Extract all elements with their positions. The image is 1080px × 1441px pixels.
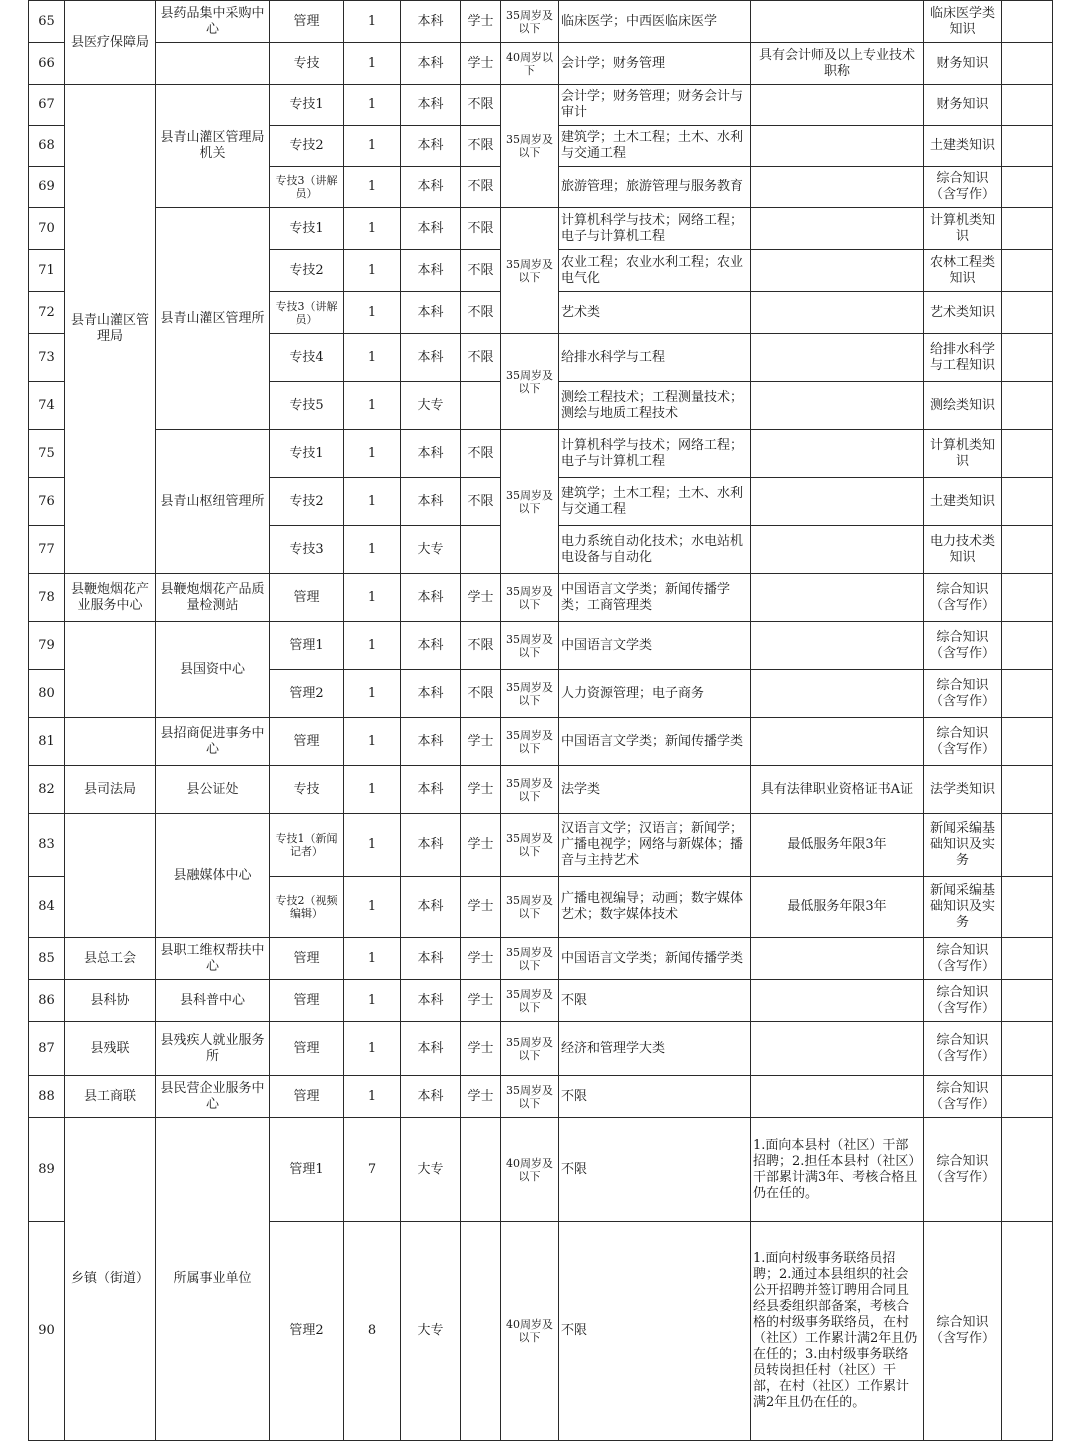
major-cell: 中国语言文学类；新闻传播学类 [559, 938, 751, 980]
count-cell: 1 [344, 334, 401, 382]
unit-cell [156, 43, 270, 85]
post-cell: 专技2（视频编辑） [270, 877, 344, 938]
count-cell: 1 [344, 670, 401, 718]
table-row [29, 574, 1053, 622]
unit-cell: 县鞭炮烟花产品质量检测站 [156, 574, 270, 622]
education-cell: 大专 [401, 382, 461, 430]
major-cell: 临床医学；中西医临床医学 [559, 1, 751, 43]
major-cell: 中国语言文学类 [559, 622, 751, 670]
department-cell [65, 622, 156, 718]
remark-cell [1002, 766, 1053, 814]
remark-cell [1002, 250, 1053, 292]
major-cell: 中国语言文学类；新闻传播学类；工商管理类 [559, 574, 751, 622]
row-number: 71 [29, 250, 65, 292]
other-requirement-cell: 最低服务年限3年 [751, 814, 924, 877]
education-cell: 本科 [401, 43, 461, 85]
exam-subject-cell: 综合知识（含写作） [924, 938, 1002, 980]
count-cell: 8 [344, 1222, 401, 1441]
exam-subject-cell: 土建类知识 [924, 126, 1002, 167]
count-cell: 1 [344, 1022, 401, 1076]
remark-cell [1002, 43, 1053, 85]
remark-cell [1002, 382, 1053, 430]
count-cell: 1 [344, 938, 401, 980]
major-cell: 计算机科学与技术；网络工程；电子与计算机工程 [559, 430, 751, 478]
other-requirement-cell [751, 382, 924, 430]
row-number: 85 [29, 938, 65, 980]
post-cell: 专技1 [270, 208, 344, 250]
row-number: 83 [29, 814, 65, 877]
table-row [29, 43, 1053, 85]
table-row [29, 1, 1053, 43]
exam-subject-cell: 法学类知识 [924, 766, 1002, 814]
department-cell: 县司法局 [65, 766, 156, 814]
other-requirement-cell [751, 430, 924, 478]
count-cell: 1 [344, 574, 401, 622]
major-cell: 中国语言文学类；新闻传播学类 [559, 718, 751, 766]
exam-subject-cell: 新闻采编基础知识及实务 [924, 877, 1002, 938]
remark-cell [1002, 938, 1053, 980]
remark-cell [1002, 718, 1053, 766]
major-cell: 农业工程；农业水利工程；农业电气化 [559, 250, 751, 292]
age-cell: 35周岁及以下 [501, 1, 559, 43]
major-cell: 会计学；财务管理 [559, 43, 751, 85]
post-cell: 管理 [270, 574, 344, 622]
other-requirement-cell [751, 526, 924, 574]
other-requirement-cell: 1.面向本县村（社区）干部招聘；2.担任本县村（社区）干部累计满3年、考核合格且仍在任的。 [751, 1118, 924, 1222]
other-requirement-cell: 具有会计师及以上专业技术职称 [751, 43, 924, 85]
table-row [29, 85, 1053, 126]
degree-cell [461, 382, 501, 430]
post-cell: 专技1（新闻记者） [270, 814, 344, 877]
row-number: 68 [29, 126, 65, 167]
count-cell: 1 [344, 1076, 401, 1118]
table-row [29, 1076, 1053, 1118]
education-cell: 本科 [401, 85, 461, 126]
table-row [29, 766, 1053, 814]
other-requirement-cell [751, 574, 924, 622]
education-cell: 本科 [401, 292, 461, 334]
remark-cell [1002, 1022, 1053, 1076]
remark-cell [1002, 526, 1053, 574]
major-cell: 不限 [559, 1118, 751, 1222]
degree-cell: 学士 [461, 574, 501, 622]
education-cell: 本科 [401, 938, 461, 980]
count-cell: 1 [344, 43, 401, 85]
count-cell: 1 [344, 980, 401, 1022]
unit-cell: 县招商促进事务中心 [156, 718, 270, 766]
count-cell: 1 [344, 382, 401, 430]
post-cell: 管理2 [270, 670, 344, 718]
exam-subject-cell: 测绘类知识 [924, 382, 1002, 430]
major-cell: 电力系统自动化技术；水电站机电设备与自动化 [559, 526, 751, 574]
major-cell: 给排水科学与工程 [559, 334, 751, 382]
exam-subject-cell: 计算机类知识 [924, 430, 1002, 478]
count-cell: 1 [344, 622, 401, 670]
department-cell [65, 718, 156, 766]
post-cell: 专技2 [270, 126, 344, 167]
other-requirement-cell [751, 292, 924, 334]
table-row [29, 208, 1053, 250]
age-cell: 40周岁以下 [501, 43, 559, 85]
exam-subject-cell: 财务知识 [924, 85, 1002, 126]
other-requirement-cell [751, 478, 924, 526]
row-number: 77 [29, 526, 65, 574]
unit-cell: 县青山枢纽管理所 [156, 430, 270, 574]
education-cell: 本科 [401, 208, 461, 250]
remark-cell [1002, 167, 1053, 208]
age-cell: 35周岁及以下 [501, 430, 559, 574]
degree-cell: 不限 [461, 126, 501, 167]
major-cell: 会计学；财务管理；财务会计与审计 [559, 85, 751, 126]
count-cell: 1 [344, 250, 401, 292]
other-requirement-cell: 最低服务年限3年 [751, 877, 924, 938]
row-number: 72 [29, 292, 65, 334]
remark-cell [1002, 877, 1053, 938]
department-cell: 县鞭炮烟花产业服务中心 [65, 574, 156, 622]
education-cell: 本科 [401, 250, 461, 292]
major-cell: 人力资源管理；电子商务 [559, 670, 751, 718]
age-cell: 40周岁及以下 [501, 1118, 559, 1222]
other-requirement-cell [751, 1, 924, 43]
row-number: 70 [29, 208, 65, 250]
post-cell: 专技4 [270, 334, 344, 382]
education-cell: 大专 [401, 1222, 461, 1441]
other-requirement-cell [751, 1076, 924, 1118]
major-cell: 旅游管理；旅游管理与服务教育 [559, 167, 751, 208]
count-cell: 1 [344, 1, 401, 43]
education-cell: 本科 [401, 126, 461, 167]
age-cell: 35周岁及以下 [501, 766, 559, 814]
exam-subject-cell: 财务知识 [924, 43, 1002, 85]
row-number: 86 [29, 980, 65, 1022]
remark-cell [1002, 574, 1053, 622]
degree-cell [461, 526, 501, 574]
exam-subject-cell: 综合知识（含写作） [924, 1222, 1002, 1441]
age-cell: 35周岁及以下 [501, 670, 559, 718]
post-cell: 专技2 [270, 478, 344, 526]
degree-cell: 学士 [461, 1076, 501, 1118]
exam-subject-cell: 综合知识（含写作） [924, 718, 1002, 766]
degree-cell: 学士 [461, 980, 501, 1022]
department-cell: 县工商联 [65, 1076, 156, 1118]
unit-cell: 县公证处 [156, 766, 270, 814]
unit-cell: 县药品集中采购中心 [156, 1, 270, 43]
education-cell: 本科 [401, 1076, 461, 1118]
row-number: 65 [29, 1, 65, 43]
other-requirement-cell [751, 622, 924, 670]
exam-subject-cell: 综合知识（含写作） [924, 574, 1002, 622]
department-cell: 乡镇（街道） [65, 1118, 156, 1441]
post-cell: 专技1 [270, 430, 344, 478]
degree-cell: 学士 [461, 1, 501, 43]
education-cell: 本科 [401, 1022, 461, 1076]
post-cell: 管理 [270, 1076, 344, 1118]
row-number: 84 [29, 877, 65, 938]
department-cell: 县青山灌区管理局 [65, 85, 156, 574]
exam-subject-cell: 综合知识（含写作） [924, 622, 1002, 670]
degree-cell: 学士 [461, 718, 501, 766]
row-number: 89 [29, 1118, 65, 1222]
unit-cell: 县国资中心 [156, 622, 270, 718]
count-cell: 1 [344, 292, 401, 334]
table-row [29, 718, 1053, 766]
post-cell: 管理 [270, 938, 344, 980]
exam-subject-cell: 综合知识（含写作） [924, 670, 1002, 718]
post-cell: 专技5 [270, 382, 344, 430]
count-cell: 1 [344, 208, 401, 250]
degree-cell: 不限 [461, 622, 501, 670]
row-number: 78 [29, 574, 65, 622]
degree-cell: 学士 [461, 938, 501, 980]
degree-cell: 学士 [461, 814, 501, 877]
count-cell: 1 [344, 85, 401, 126]
education-cell: 本科 [401, 167, 461, 208]
department-cell: 县总工会 [65, 938, 156, 980]
degree-cell: 不限 [461, 250, 501, 292]
degree-cell: 学士 [461, 1022, 501, 1076]
unit-cell: 县融媒体中心 [156, 814, 270, 938]
remark-cell [1002, 670, 1053, 718]
count-cell: 1 [344, 167, 401, 208]
unit-cell: 县民营企业服务中心 [156, 1076, 270, 1118]
other-requirement-cell [751, 718, 924, 766]
post-cell: 专技 [270, 766, 344, 814]
remark-cell [1002, 1, 1053, 43]
count-cell: 1 [344, 766, 401, 814]
table-row [29, 938, 1053, 980]
degree-cell [461, 1118, 501, 1222]
row-number: 67 [29, 85, 65, 126]
unit-cell: 县残疾人就业服务所 [156, 1022, 270, 1076]
count-cell: 1 [344, 718, 401, 766]
department-cell: 县医疗保障局 [65, 1, 156, 85]
exam-subject-cell: 综合知识（含写作） [924, 1022, 1002, 1076]
major-cell: 建筑学；土木工程；土木、水利与交通工程 [559, 126, 751, 167]
unit-cell: 县科普中心 [156, 980, 270, 1022]
unit-cell: 县青山灌区管理所 [156, 208, 270, 430]
unit-cell: 县青山灌区管理局机关 [156, 85, 270, 208]
post-cell: 专技3（讲解员） [270, 292, 344, 334]
post-cell: 专技2 [270, 250, 344, 292]
age-cell: 40周岁及以下 [501, 1222, 559, 1441]
post-cell: 专技3 [270, 526, 344, 574]
count-cell: 1 [344, 877, 401, 938]
major-cell: 汉语言文学；汉语言；新闻学；广播电视学；网络与新媒体；播音与主持艺术 [559, 814, 751, 877]
education-cell: 本科 [401, 980, 461, 1022]
exam-subject-cell: 给排水科学与工程知识 [924, 334, 1002, 382]
major-cell: 建筑学；土木工程；土木、水利与交通工程 [559, 478, 751, 526]
degree-cell: 学士 [461, 877, 501, 938]
exam-subject-cell: 综合知识（含写作） [924, 1076, 1002, 1118]
age-cell: 35周岁及以下 [501, 1076, 559, 1118]
degree-cell: 不限 [461, 85, 501, 126]
exam-subject-cell: 土建类知识 [924, 478, 1002, 526]
exam-subject-cell: 艺术类知识 [924, 292, 1002, 334]
education-cell: 本科 [401, 766, 461, 814]
table-row [29, 622, 1053, 670]
remark-cell [1002, 980, 1053, 1022]
post-cell: 管理 [270, 1, 344, 43]
other-requirement-cell: 具有法律职业资格证书A证 [751, 766, 924, 814]
unit-cell: 县职工维权帮扶中心 [156, 938, 270, 980]
degree-cell: 不限 [461, 292, 501, 334]
education-cell: 本科 [401, 622, 461, 670]
education-cell: 本科 [401, 1, 461, 43]
degree-cell: 不限 [461, 670, 501, 718]
row-number: 66 [29, 43, 65, 85]
table-row [29, 1118, 1053, 1222]
age-cell: 35周岁及以下 [501, 334, 559, 430]
exam-subject-cell: 综合知识（含写作） [924, 167, 1002, 208]
row-number: 79 [29, 622, 65, 670]
other-requirement-cell [751, 670, 924, 718]
major-cell: 不限 [559, 1222, 751, 1441]
education-cell: 大专 [401, 526, 461, 574]
recruitment-table [28, 0, 1053, 1441]
exam-subject-cell: 计算机类知识 [924, 208, 1002, 250]
count-cell: 1 [344, 430, 401, 478]
exam-subject-cell: 综合知识（含写作） [924, 980, 1002, 1022]
degree-cell: 不限 [461, 334, 501, 382]
remark-cell [1002, 1076, 1053, 1118]
degree-cell: 不限 [461, 478, 501, 526]
row-number: 88 [29, 1076, 65, 1118]
row-number: 75 [29, 430, 65, 478]
degree-cell: 学士 [461, 766, 501, 814]
table-row [29, 980, 1053, 1022]
row-number: 73 [29, 334, 65, 382]
other-requirement-cell [751, 208, 924, 250]
row-number: 76 [29, 478, 65, 526]
age-cell: 35周岁及以下 [501, 1022, 559, 1076]
remark-cell [1002, 85, 1053, 126]
major-cell: 计算机科学与技术；网络工程；电子与计算机工程 [559, 208, 751, 250]
other-requirement-cell [751, 938, 924, 980]
other-requirement-cell [751, 1022, 924, 1076]
exam-subject-cell: 临床医学类知识 [924, 1, 1002, 43]
education-cell: 本科 [401, 334, 461, 382]
other-requirement-cell [751, 85, 924, 126]
age-cell: 35周岁及以下 [501, 980, 559, 1022]
remark-cell [1002, 622, 1053, 670]
post-cell: 专技1 [270, 85, 344, 126]
education-cell: 本科 [401, 814, 461, 877]
age-cell: 35周岁及以下 [501, 85, 559, 208]
other-requirement-cell [751, 980, 924, 1022]
remark-cell [1002, 430, 1053, 478]
degree-cell: 不限 [461, 208, 501, 250]
education-cell: 大专 [401, 1118, 461, 1222]
major-cell: 不限 [559, 980, 751, 1022]
education-cell: 本科 [401, 718, 461, 766]
remark-cell [1002, 126, 1053, 167]
major-cell: 不限 [559, 1076, 751, 1118]
exam-subject-cell: 新闻采编基础知识及实务 [924, 814, 1002, 877]
post-cell: 管理 [270, 980, 344, 1022]
row-number: 80 [29, 670, 65, 718]
department-cell: 县残联 [65, 1022, 156, 1076]
post-cell: 管理2 [270, 1222, 344, 1441]
row-number: 87 [29, 1022, 65, 1076]
education-cell: 本科 [401, 574, 461, 622]
degree-cell: 不限 [461, 167, 501, 208]
count-cell: 7 [344, 1118, 401, 1222]
department-cell: 县科协 [65, 980, 156, 1022]
remark-cell [1002, 208, 1053, 250]
age-cell: 35周岁及以下 [501, 718, 559, 766]
post-cell: 专技 [270, 43, 344, 85]
post-cell: 管理1 [270, 1118, 344, 1222]
row-number: 90 [29, 1222, 65, 1441]
exam-subject-cell: 综合知识（含写作） [924, 1118, 1002, 1222]
age-cell: 35周岁及以下 [501, 574, 559, 622]
row-number: 81 [29, 718, 65, 766]
other-requirement-cell [751, 167, 924, 208]
remark-cell [1002, 292, 1053, 334]
row-number: 74 [29, 382, 65, 430]
exam-subject-cell: 电力技术类知识 [924, 526, 1002, 574]
other-requirement-cell: 1.面向村级事务联络员招聘；2.通过本县组织的社会公开招聘并签订聘用合同且经县委组织部备案，考核合格的村级事务联络员，在村（社区）工作累计满2年且仍在任的；3.由村级事务联络员转岗担任村（社区）干部，在村（社区）工作累计满2年且仍在任的。 [751, 1222, 924, 1441]
age-cell: 35周岁及以下 [501, 938, 559, 980]
remark-cell [1002, 478, 1053, 526]
department-cell [65, 814, 156, 938]
major-cell: 广播电视编导；动画；数字媒体艺术；数字媒体技术 [559, 877, 751, 938]
major-cell: 经济和管理学大类 [559, 1022, 751, 1076]
table-row [29, 1022, 1053, 1076]
table-row [29, 430, 1053, 478]
count-cell: 1 [344, 478, 401, 526]
other-requirement-cell [751, 334, 924, 382]
post-cell: 管理 [270, 718, 344, 766]
remark-cell [1002, 334, 1053, 382]
remark-cell [1002, 1222, 1053, 1441]
exam-subject-cell: 农林工程类知识 [924, 250, 1002, 292]
remark-cell [1002, 814, 1053, 877]
unit-cell: 所属事业单位 [156, 1118, 270, 1441]
age-cell: 35周岁及以下 [501, 814, 559, 877]
age-cell: 35周岁及以下 [501, 877, 559, 938]
other-requirement-cell [751, 250, 924, 292]
row-number: 82 [29, 766, 65, 814]
other-requirement-cell [751, 126, 924, 167]
education-cell: 本科 [401, 430, 461, 478]
education-cell: 本科 [401, 877, 461, 938]
count-cell: 1 [344, 126, 401, 167]
major-cell: 测绘工程技术；工程测量技术；测绘与地质工程技术 [559, 382, 751, 430]
table-row [29, 814, 1053, 877]
remark-cell [1002, 1118, 1053, 1222]
major-cell: 艺术类 [559, 292, 751, 334]
post-cell: 管理 [270, 1022, 344, 1076]
age-cell: 35周岁及以下 [501, 622, 559, 670]
age-cell: 35周岁及以下 [501, 208, 559, 334]
post-cell: 管理1 [270, 622, 344, 670]
count-cell: 1 [344, 526, 401, 574]
count-cell: 1 [344, 814, 401, 877]
major-cell: 法学类 [559, 766, 751, 814]
row-number: 69 [29, 167, 65, 208]
education-cell: 本科 [401, 478, 461, 526]
degree-cell: 不限 [461, 430, 501, 478]
post-cell: 专技3（讲解员） [270, 167, 344, 208]
degree-cell: 学士 [461, 43, 501, 85]
education-cell: 本科 [401, 670, 461, 718]
degree-cell [461, 1222, 501, 1441]
